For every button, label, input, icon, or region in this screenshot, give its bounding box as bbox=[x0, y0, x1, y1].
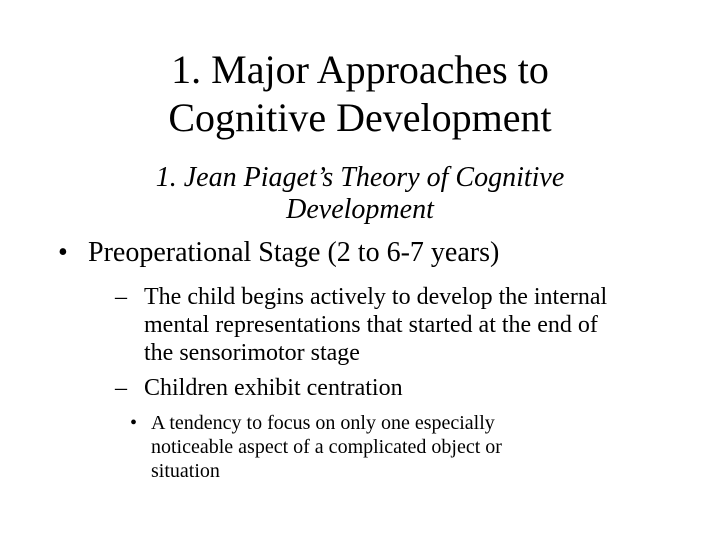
sub-sub-bullet-line-3: situation bbox=[151, 460, 220, 482]
sub-bullet-line-1: Children exhibit centration bbox=[144, 375, 403, 401]
sub-bullet-text bbox=[144, 283, 690, 367]
dash-marker: – bbox=[115, 284, 127, 310]
sub-bullet-internal-representations bbox=[115, 283, 690, 367]
sub-bullet-line-2: mental representations that started at the end of bbox=[144, 312, 598, 338]
subtitle-line-1: 1. Jean Piaget’s Theory of Cognitive bbox=[155, 162, 565, 193]
subtitle-line-2: Development bbox=[286, 194, 434, 225]
bullet-preoperational-stage bbox=[58, 236, 499, 270]
sub-bullet-line-1: The child begins actively to develop the internal bbox=[144, 284, 608, 310]
sub-sub-bullet-line-1: A tendency to focus on only one especially bbox=[151, 412, 495, 434]
title-line-2: Cognitive Development bbox=[168, 95, 552, 140]
sub-sub-bullet-line-2: noticeable aspect of a complicated object or bbox=[151, 436, 502, 458]
slide-title bbox=[0, 46, 720, 142]
sub-sub-bullet-text bbox=[151, 411, 600, 483]
bullet-marker: • bbox=[130, 412, 138, 434]
sub-sub-bullet-centration-definition bbox=[130, 411, 600, 483]
sub-bullet-centration bbox=[115, 374, 690, 402]
title-line-1: 1. Major Approaches to bbox=[171, 47, 549, 92]
dash-marker: – bbox=[115, 375, 127, 401]
bullet-marker: • bbox=[58, 237, 68, 268]
sub-bullet-text bbox=[144, 374, 690, 402]
slide-subtitle bbox=[0, 162, 720, 226]
sub-bullet-line-3: the sensorimotor stage bbox=[144, 340, 360, 366]
bullet-text: Preoperational Stage (2 to 6-7 years) bbox=[88, 237, 500, 268]
